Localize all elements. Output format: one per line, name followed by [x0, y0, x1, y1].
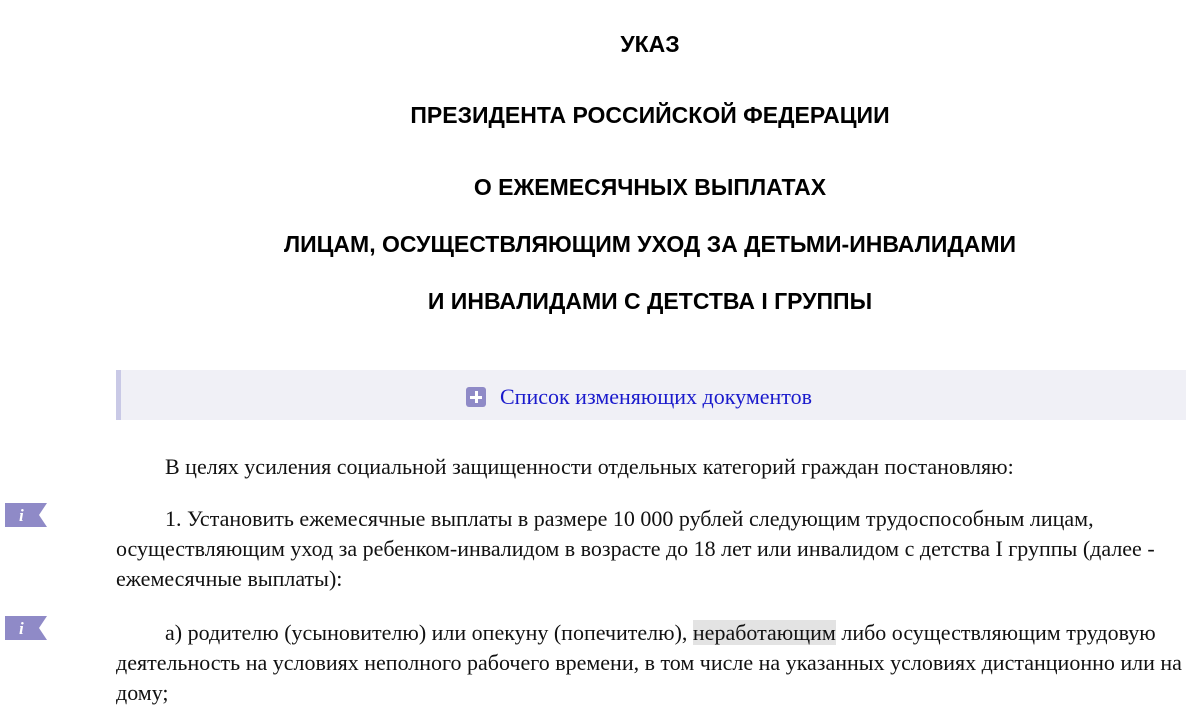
svg-text:i: i [19, 619, 24, 638]
plus-icon[interactable] [466, 387, 486, 407]
intro-paragraph: В целях усиления социальной защищенности отдельных категорий граждан постановляю: [165, 454, 1014, 479]
item-a-paragraph [116, 618, 1186, 708]
item-a-text-end: либо осуществляющим трудовую деятельность на условиях неполного рабочего времени, в том числе на указанных условиях дистанционно или на дому; [116, 620, 1182, 705]
title-line-2: ЛИЦАМ, ОСУЩЕСТВЛЯЮЩИМ УХОД ЗА ДЕТЬМИ-ИНВАЛИДАМИ [283, 231, 1017, 257]
changes-panel [116, 370, 1186, 420]
svg-text:i: i [19, 506, 24, 525]
title-line-1: О ЕЖЕМЕСЯЧНЫХ ВЫПЛАТАХ [473, 174, 827, 200]
info-icon[interactable] [5, 503, 47, 527]
info-icon[interactable] [5, 616, 47, 640]
decree-type-heading: УКАЗ [620, 31, 680, 57]
item-a-text-start: а) родителю (усыновителю) или опекуну (попечителю), [165, 620, 693, 645]
changes-list-link[interactable]: Список изменяющих документов [500, 384, 813, 409]
highlighted-term: неработающим [692, 620, 836, 645]
issuer-heading: ПРЕЗИДЕНТА РОССИЙСКОЙ ФЕДЕРАЦИИ [410, 102, 890, 128]
changes-toggle[interactable] [466, 384, 812, 410]
title-line-3: И ИНВАЛИДАМИ С ДЕТСТВА I ГРУППЫ [427, 288, 873, 314]
item-1-paragraph: 1. Установить ежемесячные выплаты в размере 10 000 рублей следующим трудоспособным лицам, осуществляющим уход за ребенком-инвалидом в возрасте до 18 лет или инвалидом с детства I группы (далее - ежемесячные выплаты): [116, 506, 1155, 591]
